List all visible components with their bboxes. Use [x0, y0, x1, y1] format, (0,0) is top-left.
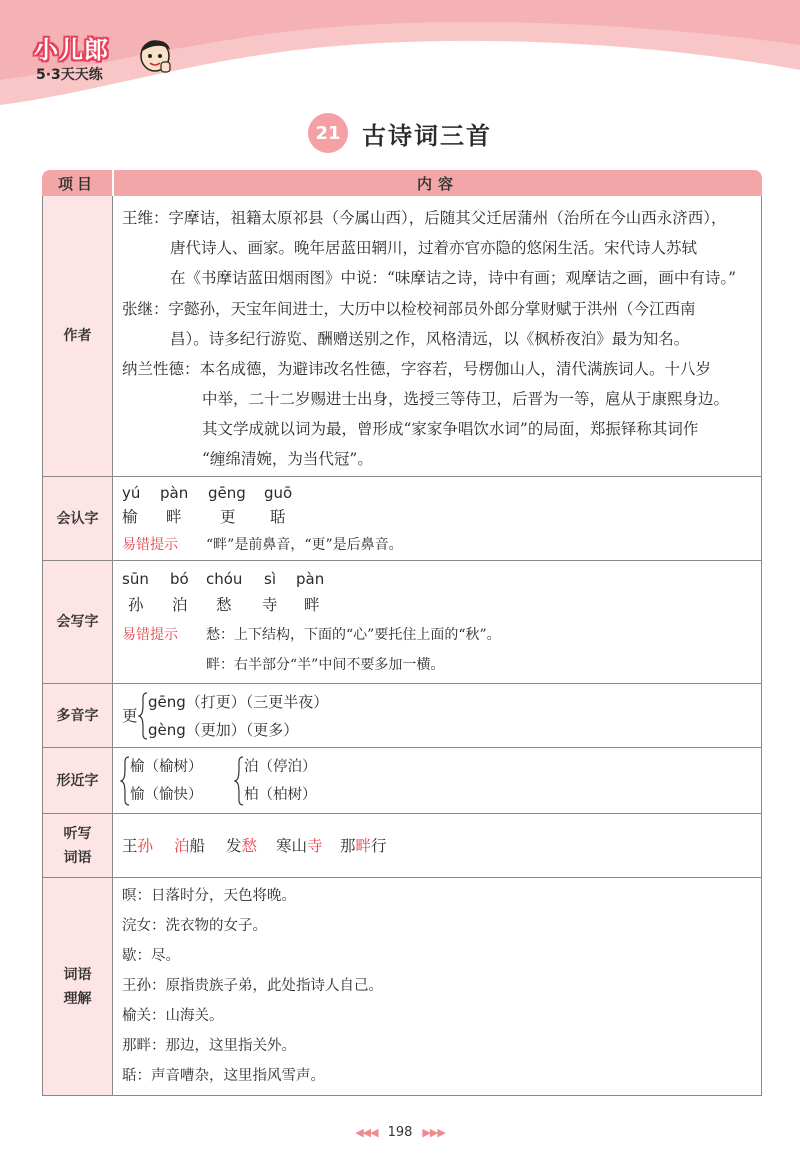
author-line: 张继：字懿孙，天宝年间进士，大历中以检校祠部员外郎分掌财赋于洪州（今江西南: [122, 300, 696, 318]
tip-text: 畔：右半部分“半”中间不要多加一横。: [206, 657, 445, 673]
vocab-line: 榆关：山海关。: [122, 1008, 224, 1024]
hanzi: 聒: [270, 508, 286, 526]
dictation-word: [340, 836, 387, 856]
write-row: [42, 561, 762, 684]
pinyin: sì: [264, 570, 276, 588]
pinyin: gēng: [208, 484, 246, 502]
pinyin: guō: [264, 484, 293, 502]
tip-text: 愁：上下结构，下面的“心”要托住上面的“秋”。: [206, 627, 501, 643]
author-content: [114, 196, 761, 476]
dictation-label-line: 词语: [63, 849, 92, 866]
lesson-number-badge: 21: [308, 113, 348, 153]
author-line: 唐代诗人、画家。晚年居蓝田辋川，过着亦官亦隐的悠闲生活。宋代诗人苏轼: [170, 239, 698, 257]
vocab-row: [42, 878, 762, 1096]
similar-word: 榆（榆树）: [130, 759, 203, 775]
pinyin: pàn: [296, 570, 325, 588]
lesson-title: [0, 113, 800, 153]
vocab-label: [43, 878, 113, 1095]
recognize-row: [42, 477, 762, 561]
vocab-line: 暝：日落时分，天色将晚。: [122, 888, 296, 904]
dictation-word: [174, 836, 205, 856]
tip-label: 易错提示: [122, 537, 178, 553]
dictation-word: [226, 836, 257, 856]
author-line: 王维：字摩诘，祖籍太原祁县（今属山西），后随其父迁居蒲州（治所在今山西永济西），: [122, 209, 727, 227]
dictation-label: [43, 814, 113, 877]
write-content: [114, 561, 761, 683]
word-part-red: 愁: [241, 837, 258, 855]
hanzi: 孙: [128, 596, 144, 614]
polyphone-char: 更: [122, 707, 138, 725]
recognize-content: [114, 477, 761, 560]
hanzi: 寺: [262, 596, 278, 614]
author-label: 作者: [43, 196, 113, 476]
vocab-line: 聒：声音嘈杂，这里指风雪声。: [122, 1068, 325, 1084]
brand-logo: [30, 28, 170, 88]
hanzi: 畔: [166, 508, 182, 526]
similar-label: 形近字: [43, 748, 113, 813]
pinyin: pàn: [160, 484, 189, 502]
header-content: 内容: [114, 170, 762, 196]
word-part-red: 寺: [307, 837, 323, 855]
similar-content: [114, 748, 761, 813]
author-line: 在《书摩诘蓝田烟雨图》中说：“味摩诘之诗，诗中有画；观摩诘之画，画中有诗。”: [170, 269, 737, 287]
dictation-label-line: 听写: [63, 825, 92, 842]
hanzi: 泊: [172, 596, 188, 614]
similar-word: 愉（愉快）: [130, 787, 203, 803]
similar-word: 柏（柏树）: [244, 787, 317, 803]
dictation-word: [122, 836, 153, 856]
polyphone-label: 多音字: [43, 684, 113, 747]
author-line: 中举，二十二岁赐进士出身，选授三等侍卫，后晋为一等，扈从于康熙身边。: [202, 390, 730, 408]
lesson-title-text: 古诗词三首: [362, 121, 492, 150]
write-label: 会写字: [43, 561, 113, 683]
brace-icon: [234, 756, 244, 806]
author-line: 昌）。诗多纪行游览、酬赠送别之作，风格清远，以《枫桥夜泊》最为知名。: [170, 330, 690, 348]
brace-icon: [138, 692, 148, 740]
pinyin: bó: [170, 570, 189, 588]
brace-icon: [120, 756, 130, 806]
polyphone-content: [114, 684, 761, 747]
word-part: 船: [189, 837, 206, 855]
hanzi: 榆: [122, 508, 138, 526]
pinyin: yú: [122, 484, 141, 502]
boy-mascot-icon: [134, 32, 176, 76]
similar-row: [42, 748, 762, 814]
author-line: 纳兰性德：本名成德，为避讳改名性德，字容若，号楞伽山人，清代满族词人。十八岁: [122, 360, 712, 378]
word-part: 发: [226, 837, 242, 855]
word-part-red: 孙: [137, 837, 154, 855]
reading: gèng（更加）（更多）: [148, 721, 299, 739]
hanzi: 畔: [304, 596, 320, 614]
pinyin: chóu: [206, 570, 243, 588]
author-line: 其文学成就以词为最，曾形成“家家争唱饮水词”的局面，郑振铎称其词作: [202, 420, 699, 438]
pinyin: sūn: [122, 570, 149, 588]
author-line: “缠绵清婉，为当代冠”。: [202, 450, 373, 468]
page-footer: [0, 1120, 800, 1144]
author-row: [42, 196, 762, 477]
prev-arrows-icon: ◀◀◀: [355, 1125, 378, 1139]
vocab-label-line: 理解: [63, 990, 92, 1007]
vocab-line: 歇：尽。: [122, 948, 180, 964]
word-part-red: 畔: [355, 837, 372, 855]
hanzi: 愁: [216, 596, 232, 614]
vocab-line: 王孙：原指贵族子弟，此处指诗人自己。: [122, 978, 383, 994]
dictation-word: [276, 836, 323, 856]
polyphone-row: [42, 684, 762, 748]
word-part: 王: [122, 837, 138, 855]
header-item: 项目: [42, 170, 112, 196]
dictation-row: [42, 814, 762, 878]
next-arrows-icon: ▶▶▶: [422, 1125, 445, 1139]
dictation-content: [114, 814, 761, 877]
reading: gēng（打更）（三更半夜）: [148, 693, 329, 711]
vocab-line: 浣女：洗衣物的女子。: [122, 918, 267, 934]
vocab-label-line: 词语: [63, 966, 92, 983]
logo-title: 小儿郎: [34, 36, 109, 64]
word-part: 行: [371, 837, 387, 855]
vocab-line: 那畔：那边，这里指关外。: [122, 1038, 296, 1054]
logo-subtitle: 5·3天天练: [36, 67, 103, 83]
similar-word: 泊（停泊）: [244, 759, 317, 775]
word-part: 寒山: [276, 837, 308, 855]
table-header: [42, 170, 762, 196]
vocab-content: [114, 878, 761, 1095]
word-part: 那: [340, 837, 356, 855]
hanzi: 更: [220, 508, 236, 526]
study-table: [42, 170, 762, 1096]
page-number: 198: [387, 1124, 413, 1140]
tip-label: 易错提示: [122, 627, 178, 643]
word-part-red: 泊: [174, 837, 190, 855]
tip-text: “畔”是前鼻音，“更”是后鼻音。: [206, 537, 403, 553]
recognize-label: 会认字: [43, 477, 113, 560]
